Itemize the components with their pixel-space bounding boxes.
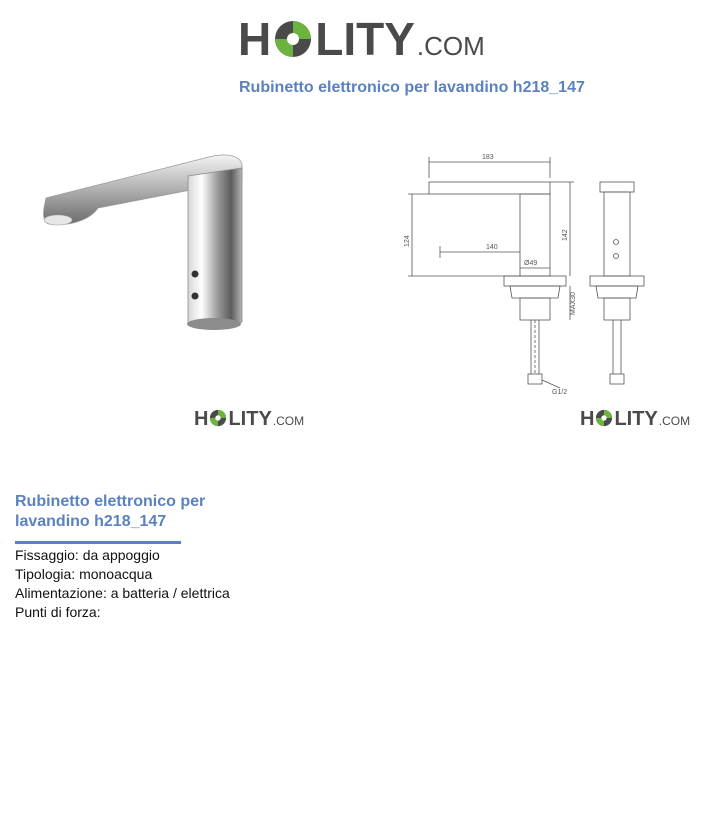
logo-text-h: H	[238, 13, 272, 65]
logo-text-h: H	[194, 408, 209, 430]
logo-o-icon	[595, 409, 613, 427]
logo-text-lity: LITY	[614, 408, 658, 430]
faucet-photo	[38, 150, 248, 335]
logo-text-lity: LITY	[315, 13, 415, 65]
spec-strengths: Punti di forza:	[15, 604, 101, 620]
dim-max-label: MAX30	[570, 292, 577, 315]
product-heading-line1: Rubinetto elettronico per	[15, 493, 206, 510]
spec-fixing: Fissaggio: da appoggio	[15, 547, 160, 563]
logo-text-h: H	[580, 408, 595, 430]
logo-o-icon	[209, 409, 227, 427]
logo-o-icon	[273, 19, 313, 59]
brand-logo-small[interactable]	[194, 407, 304, 431]
technical-drawing	[400, 148, 660, 398]
logo-text-com: .COM	[658, 414, 691, 428]
spec-list	[15, 546, 230, 622]
page-title: Rubinetto elettronico per lavandino h218_147	[239, 79, 585, 96]
dim-diameter-label: Ø49	[524, 260, 538, 267]
dim-width-label: 183	[482, 154, 494, 161]
dim-reach-label: 140	[486, 244, 498, 251]
dim-height-label: 124	[404, 235, 411, 247]
logo-text-com: .COM	[416, 31, 485, 61]
product-heading-line2: lavandino h218_147	[15, 513, 167, 530]
spec-type: Tipologia: monoacqua	[15, 566, 153, 582]
dim-total-height-label: 142	[562, 229, 569, 241]
brand-logo[interactable]	[238, 14, 485, 64]
logo-text-com: .COM	[272, 414, 305, 428]
brand-logo-small[interactable]	[580, 407, 690, 431]
dim-thread-label: G1/2	[552, 389, 568, 396]
product-heading	[15, 492, 255, 532]
logo-text-lity: LITY	[228, 408, 272, 430]
spec-power: Alimentazione: a batteria / elettrica	[15, 585, 230, 601]
heading-divider	[15, 541, 181, 544]
